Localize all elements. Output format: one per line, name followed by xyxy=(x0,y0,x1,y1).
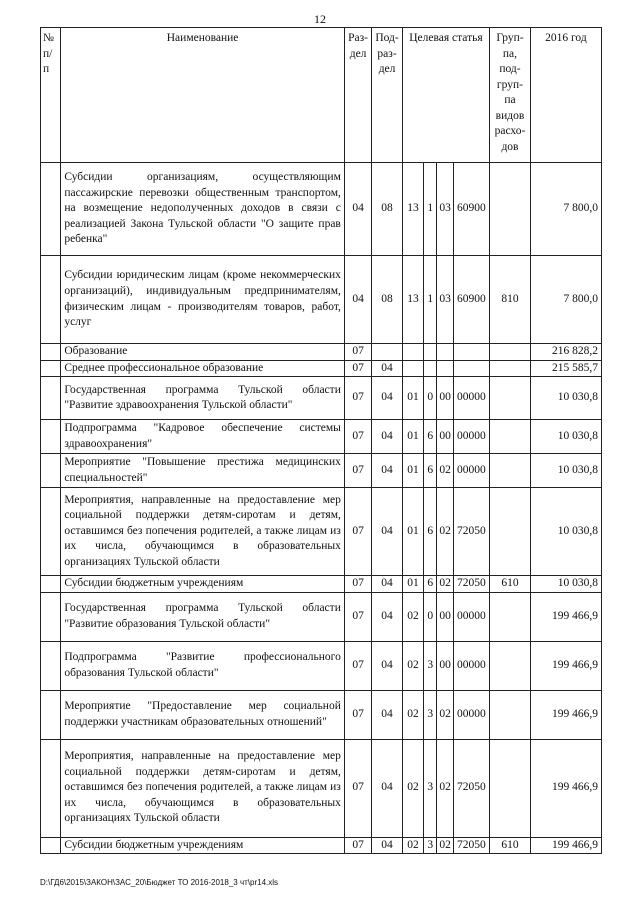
cell-pr: 08 xyxy=(372,163,402,256)
table-row xyxy=(41,377,602,420)
cell-pr xyxy=(372,344,402,361)
cell-sum: 10 030,8 xyxy=(530,576,601,593)
cell-rz: 07 xyxy=(344,641,371,690)
cell-c1: 13 xyxy=(402,163,423,256)
cell-c4: 72050 xyxy=(453,837,490,854)
cell-name: Мероприятие "Предоставление мер социальной поддержки участникам образовательных отношений" xyxy=(61,690,345,739)
header-razdel: Раз-дел xyxy=(344,28,371,163)
cell-c1: 01 xyxy=(402,420,423,454)
table-row xyxy=(41,739,602,837)
cell-name: Субсидии организациям, осуществляющим пассажирские перевозки общественным транспортом, на возмещение недополученных доходов в связи с реализацией Закона Тульской области "О защите прав ребенка" xyxy=(61,163,345,256)
cell-num xyxy=(41,163,61,256)
cell-rz: 07 xyxy=(344,739,371,837)
cell-rz: 04 xyxy=(344,256,371,344)
cell-c4: 72050 xyxy=(453,739,490,837)
cell-sum: 199 466,9 xyxy=(530,690,601,739)
cell-sum: 10 030,8 xyxy=(530,488,601,576)
cell-c4: 60900 xyxy=(453,163,490,256)
page-number: 12 xyxy=(314,12,326,26)
cell-name: Подпрограмма "Развитие профессионального образования Тульской области" xyxy=(61,641,345,690)
cell-num xyxy=(41,344,61,361)
cell-sum: 216 828,2 xyxy=(530,344,601,361)
cell-c4: 00000 xyxy=(453,454,490,488)
cell-c4 xyxy=(453,344,490,361)
cell-name: Мероприятие "Повышение престижа медицинских специальностей" xyxy=(61,454,345,488)
cell-c3 xyxy=(437,360,453,377)
cell-c2: 3 xyxy=(424,739,437,837)
cell-c2 xyxy=(424,344,437,361)
cell-c3: 00 xyxy=(437,420,453,454)
cell-c2: 6 xyxy=(424,576,437,593)
cell-name: Мероприятия, направленные на предоставление мер социальной поддержки детям-сиротам и детям, оставшимся без попечения родителей, а также лицам из их числа, обучающимся в образовательных организациях Тульской области xyxy=(61,739,345,837)
cell-c4: 60900 xyxy=(453,256,490,344)
cell-sum: 215 585,7 xyxy=(530,360,601,377)
cell-rz: 07 xyxy=(344,488,371,576)
cell-name: Субсидии бюджетным учреждениям xyxy=(61,576,345,593)
table-row xyxy=(41,576,602,593)
cell-c4 xyxy=(453,360,490,377)
cell-vr xyxy=(490,641,531,690)
header-name: Наименование xyxy=(61,28,345,163)
cell-c1 xyxy=(402,344,423,361)
cell-vr: 610 xyxy=(490,576,531,593)
table-row xyxy=(41,163,602,256)
cell-c1 xyxy=(402,360,423,377)
cell-c1: 02 xyxy=(402,641,423,690)
cell-name: Среднее профессиональное образование xyxy=(61,360,345,377)
cell-c4: 72050 xyxy=(453,488,490,576)
cell-sum: 10 030,8 xyxy=(530,454,601,488)
cell-pr: 04 xyxy=(372,690,402,739)
cell-c1: 02 xyxy=(402,837,423,854)
table-row xyxy=(41,344,602,361)
cell-c3: 02 xyxy=(437,837,453,854)
cell-vr xyxy=(490,739,531,837)
cell-name: Подпрограмма "Кадровое обеспечение системы здравоохранения" xyxy=(61,420,345,454)
cell-pr: 04 xyxy=(372,420,402,454)
cell-vr xyxy=(490,344,531,361)
cell-vr xyxy=(490,360,531,377)
cell-c4: 00000 xyxy=(453,377,490,420)
cell-c2: 0 xyxy=(424,592,437,641)
cell-c3: 02 xyxy=(437,454,453,488)
cell-vr: 610 xyxy=(490,837,531,854)
cell-c4: 00000 xyxy=(453,690,490,739)
cell-num xyxy=(41,739,61,837)
cell-pr: 04 xyxy=(372,641,402,690)
cell-vr xyxy=(490,592,531,641)
cell-pr: 04 xyxy=(372,454,402,488)
cell-c1: 01 xyxy=(402,576,423,593)
cell-c2: 6 xyxy=(424,454,437,488)
cell-pr: 04 xyxy=(372,576,402,593)
header-group: Груп-па, под-груп-па видов расхо-дов xyxy=(490,28,531,163)
table-row xyxy=(41,641,602,690)
cell-c2: 3 xyxy=(424,837,437,854)
cell-pr: 08 xyxy=(372,256,402,344)
cell-num xyxy=(41,488,61,576)
cell-rz: 07 xyxy=(344,360,371,377)
cell-sum: 10 030,8 xyxy=(530,420,601,454)
cell-c2: 6 xyxy=(424,488,437,576)
cell-c1: 02 xyxy=(402,690,423,739)
cell-name: Субсидии бюджетным учреждениям xyxy=(61,837,345,854)
cell-num xyxy=(41,837,61,854)
cell-rz: 07 xyxy=(344,690,371,739)
cell-vr xyxy=(490,488,531,576)
cell-num xyxy=(41,377,61,420)
cell-c1: 01 xyxy=(402,454,423,488)
cell-name: Мероприятия, направленные на предоставление мер социальной поддержки детям-сиротам и детям, оставшимся без попечения родителей, а также лицам из их числа, обучающимся в образовательных организациях Тульской области xyxy=(61,488,345,576)
table-row xyxy=(41,360,602,377)
table-row xyxy=(41,454,602,488)
cell-c3: 02 xyxy=(437,690,453,739)
cell-c2: 6 xyxy=(424,420,437,454)
cell-c2: 3 xyxy=(424,690,437,739)
cell-c2: 1 xyxy=(424,256,437,344)
cell-pr: 04 xyxy=(372,837,402,854)
cell-c1: 13 xyxy=(402,256,423,344)
cell-num xyxy=(41,576,61,593)
file-path-footer: D:\ГД6\2015\ЗАКОН\ЗАС_20\Бюджет ТО 2016-2018_3 чт\pr14.xls xyxy=(40,878,279,887)
table-row xyxy=(41,420,602,454)
cell-sum: 7 800,0 xyxy=(530,256,601,344)
table-row xyxy=(41,837,602,854)
cell-rz: 07 xyxy=(344,592,371,641)
cell-c3: 00 xyxy=(437,592,453,641)
cell-sum: 199 466,9 xyxy=(530,592,601,641)
cell-c2: 3 xyxy=(424,641,437,690)
cell-c3: 02 xyxy=(437,488,453,576)
header-podrazdel: Под-раз-дел xyxy=(372,28,402,163)
cell-num xyxy=(41,420,61,454)
table-row xyxy=(41,592,602,641)
header-year: 2016 год xyxy=(530,28,601,163)
cell-vr xyxy=(490,163,531,256)
cell-pr: 04 xyxy=(372,377,402,420)
cell-c1: 01 xyxy=(402,488,423,576)
cell-rz: 07 xyxy=(344,420,371,454)
cell-sum: 199 466,9 xyxy=(530,641,601,690)
cell-sum: 7 800,0 xyxy=(530,163,601,256)
cell-rz: 07 xyxy=(344,377,371,420)
cell-rz: 04 xyxy=(344,163,371,256)
cell-c3 xyxy=(437,344,453,361)
cell-name: Образование xyxy=(61,344,345,361)
cell-num xyxy=(41,592,61,641)
cell-c4: 00000 xyxy=(453,592,490,641)
cell-c1: 02 xyxy=(402,739,423,837)
cell-vr: 810 xyxy=(490,256,531,344)
cell-name: Государственная программа Тульской области "Развитие здравоохранения Тульской области" xyxy=(61,377,345,420)
cell-num xyxy=(41,360,61,377)
cell-pr: 04 xyxy=(372,488,402,576)
header-num: № п/п xyxy=(41,28,61,163)
cell-c1: 02 xyxy=(402,592,423,641)
cell-c3: 02 xyxy=(437,576,453,593)
table-row xyxy=(41,256,602,344)
cell-num xyxy=(41,256,61,344)
cell-c4: 00000 xyxy=(453,420,490,454)
cell-rz: 07 xyxy=(344,344,371,361)
cell-rz: 07 xyxy=(344,454,371,488)
cell-num xyxy=(41,641,61,690)
table-row xyxy=(41,488,602,576)
cell-c1: 01 xyxy=(402,377,423,420)
cell-c3: 03 xyxy=(437,163,453,256)
cell-num xyxy=(41,690,61,739)
cell-vr xyxy=(490,454,531,488)
cell-c2: 0 xyxy=(424,377,437,420)
cell-sum: 10 030,8 xyxy=(530,377,601,420)
cell-num xyxy=(41,454,61,488)
header-target: Целевая статья xyxy=(402,28,489,163)
budget-table xyxy=(40,27,602,854)
cell-c3: 03 xyxy=(437,256,453,344)
cell-c2 xyxy=(424,360,437,377)
cell-vr xyxy=(490,690,531,739)
table-body xyxy=(41,163,602,854)
cell-rz: 07 xyxy=(344,837,371,854)
table-row xyxy=(41,690,602,739)
cell-sum: 199 466,9 xyxy=(530,739,601,837)
cell-c3: 00 xyxy=(437,641,453,690)
cell-vr xyxy=(490,377,531,420)
cell-pr: 04 xyxy=(372,592,402,641)
cell-c3: 02 xyxy=(437,739,453,837)
cell-c2: 1 xyxy=(424,163,437,256)
cell-name: Субсидии юридическим лицам (кроме некоммерческих организаций), индивидуальным предпринимателям, физическим лицам - производителям товаров, работ, услуг xyxy=(61,256,345,344)
cell-pr: 04 xyxy=(372,360,402,377)
cell-sum: 199 466,9 xyxy=(530,837,601,854)
cell-name: Государственная программа Тульской области "Развитие образования Тульской области" xyxy=(61,592,345,641)
cell-vr xyxy=(490,420,531,454)
cell-c4: 72050 xyxy=(453,576,490,593)
cell-pr: 04 xyxy=(372,739,402,837)
cell-rz: 07 xyxy=(344,576,371,593)
cell-c3: 00 xyxy=(437,377,453,420)
cell-c4: 00000 xyxy=(453,641,490,690)
